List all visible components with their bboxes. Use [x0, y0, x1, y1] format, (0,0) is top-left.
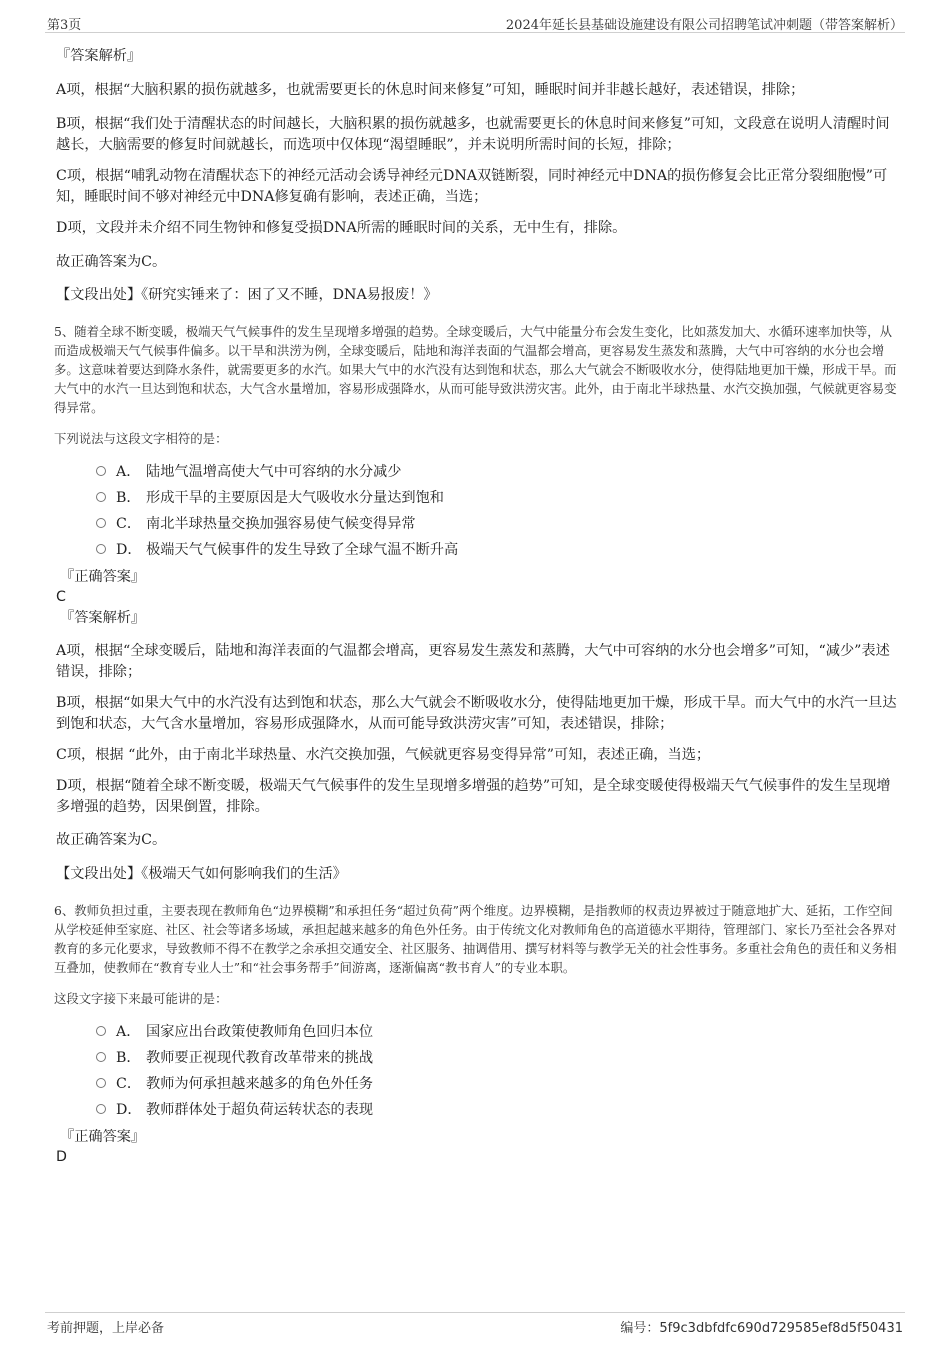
document-id-value: 5f9c3dbfdfc690d729585ef8d5f50431: [659, 1321, 903, 1336]
question-5-conclusion: 故正确答案为C。: [56, 832, 167, 848]
radio-icon[interactable]: [96, 466, 106, 476]
footer-slogan: 考前押题，上岸必备: [47, 1321, 165, 1336]
question-6-prompt: 这段文字接下来最可能讲的是：: [54, 991, 228, 1006]
question-5-option-b[interactable]: B． 形成干旱的主要原因是大气吸收水分量达到饱和: [56, 485, 898, 511]
question-5-source: 【文段出处】《极端天气如何影响我们的生活》: [56, 866, 347, 882]
conclusion: 故正确答案为C。: [56, 254, 167, 270]
radio-icon[interactable]: [96, 518, 106, 528]
source: 【文段出处】《研究实锤来了：困了又不睡，DNA易报废！》: [56, 287, 438, 303]
document-body: [56, 46, 898, 1167]
question-5-analysis-label: 『答案解析』: [60, 610, 146, 626]
radio-icon[interactable]: [96, 1104, 106, 1114]
question-6-answer-label: 『正确答案』: [60, 1129, 146, 1145]
document-title: 2024年延长县基础设施建设有限公司招聘笔试冲刺题（带答案解析）: [505, 18, 903, 33]
question-6-text: 6、教师负担过重，主要表现在教师角色“边界模糊”和承担任务“超过负荷”两个维度。边界模糊，是指教师的权责边界被过于随意地扩大、延拓，工作空间从学校延伸至家庭、社区、社会等诸多场域，承担起越来越多的角色外任务。由于传统文化对教师角色的高道德水平期待，管理部门、家长乃至社会各界对教育的多元化要求，导致教师不得不在教学之余承担交通安全、社区服务、抽调借用、撰写材料等与教学无关的社会性事务。多重社会角色的责任和义务相互叠加，使教师在“教育专业人士”和“社会事务帮手”间游离，逐渐偏离“教书育人”的专业本职。: [54, 903, 897, 975]
question-5-analysis-c: C项，根据 “此外，由于南北半球热量、水汽交换加强，气候就更容易变得异常”可知，表述正确，当选；: [56, 747, 711, 763]
question-6-option-a[interactable]: A． 国家应出台政策使教师角色回归本位: [56, 1019, 898, 1045]
analysis-option-c: C项，根据“哺乳动物在清醒状态下的神经元活动会诱导神经元DNA双链断裂，同时神经元中DNA的损伤修复会比正常分裂细胞慢”可知，睡眠时间不够对神经元中DNA修复确有影响，表述正确，当选；: [56, 168, 888, 205]
question-5-answer-label: 『正确答案』: [60, 569, 146, 585]
radio-icon[interactable]: [96, 1078, 106, 1088]
question-5-option-c[interactable]: C． 南北半球热量交换加强容易使气候变得异常: [56, 511, 898, 537]
question-5-answer: C: [56, 589, 66, 605]
page-footer: [45, 1312, 905, 1335]
question-5-option-a[interactable]: A． 陆地气温增高使大气中可容纳的水分减少: [56, 459, 898, 485]
question-5-options: [56, 459, 898, 563]
page-header: [45, 12, 905, 33]
radio-icon[interactable]: [96, 1026, 106, 1036]
question-5-analysis-b: B项，根据“如果大气中的水汽没有达到饱和状态，那么大气就会不断吸收水分，使得陆地更加干燥，形成干旱。而大气中的水汽一旦达到饱和状态，大气含水量增加，容易形成强降水，从而可能导致洪涝灾害”可知，表述错误，排除；: [56, 695, 897, 732]
question-5-option-d[interactable]: D． 极端天气气候事件的发生导致了全球气温不断升高: [56, 537, 898, 563]
question-5-analysis-a: A项，根据“全球变暖后，陆地和海洋表面的气温都会增高，更容易发生蒸发和蒸腾，大气中可容纳的水分也会增多”可知，“减少”表述错误，排除；: [56, 643, 890, 680]
question-5-text: 5、随着全球不断变暖，极端天气气候事件的发生呈现增多增强的趋势。全球变暖后，大气中能量分布会发生变化，比如蒸发加大、水循环速率加快等，从而造成极端天气气候事件偏多。以干旱和洪涝为例，全球变暖后，陆地和海洋表面的气温都会增高，更容易发生蒸发和蒸腾，大气中可容纳的水分也会增多。这意味着要达到降水条件，就需要更多的水汽。如果大气中的水汽没有达到饱和状态，那么大气就会不断吸收水分，使得陆地更加干燥，形成干旱。而大气中的水汽一旦达到饱和状态，大气含水量增加，容易形成强降水，从而可能导致洪涝灾害。此外，由于南北半球热量、水汽交换加强，气候就更容易变得异常。: [54, 324, 897, 415]
analysis-option-d: D项，文段并未介绍不同生物钟和修复受损DNA所需的睡眠时间的关系，无中生有，排除。: [56, 220, 627, 236]
question-6-option-d[interactable]: D． 教师群体处于超负荷运转状态的表现: [56, 1097, 898, 1123]
radio-icon[interactable]: [96, 492, 106, 502]
radio-icon[interactable]: [96, 1052, 106, 1062]
question-5-prompt: 下列说法与这段文字相符的是：: [54, 431, 228, 446]
page-number: 第3页: [47, 18, 82, 33]
document-id-label: 编号：: [620, 1321, 660, 1336]
question-5-analysis-d: D项，根据“随着全球不断变暖，极端天气气候事件的发生呈现增多增强的趋势”可知，是全球变暖使得极端天气气候事件的发生呈现增多增强的趋势，因果倒置，排除。: [56, 778, 891, 815]
analysis-option-a: A项，根据“大脑积累的损伤就越多，也就需要更长的休息时间来修复”可知，睡眠时间并非越长越好，表述错误，排除；: [56, 82, 805, 98]
analysis-label: 『答案解析』: [56, 48, 142, 64]
question-6-option-c[interactable]: C． 教师为何承担越来越多的角色外任务: [56, 1071, 898, 1097]
question-6-options: [56, 1019, 898, 1123]
radio-icon[interactable]: [96, 544, 106, 554]
question-6-answer: D: [56, 1149, 67, 1165]
document-id: [620, 1317, 903, 1336]
question-6-option-b[interactable]: B． 教师要正视现代教育改革带来的挑战: [56, 1045, 898, 1071]
analysis-option-b: B项，根据“我们处于清醒状态的时间越长，大脑积累的损伤就越多，也就需要更长的休息时间来修复”可知，文段意在说明人清醒时间越长，大脑需要的修复时间就越长，而选项中仅体现“渴望睡眠”，并未说明所需时间的长短，排除；: [56, 116, 890, 153]
